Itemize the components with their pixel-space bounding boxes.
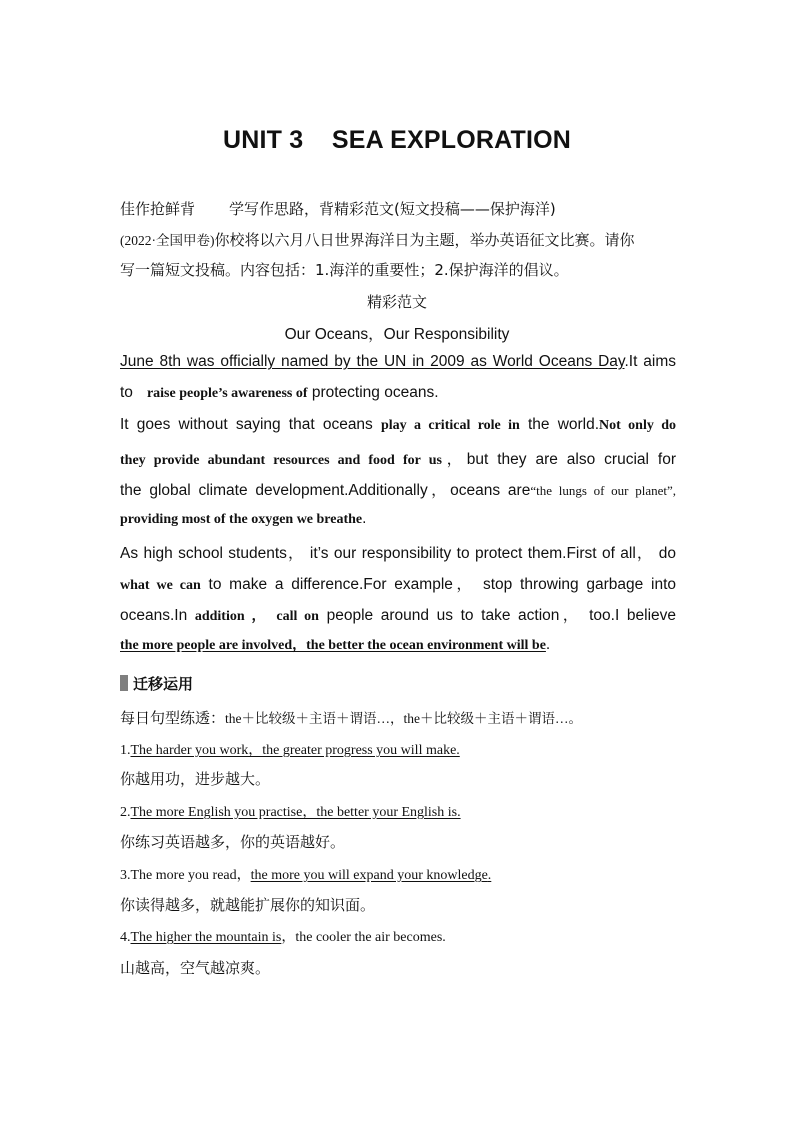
essay-title: Our Oceans，Our Responsibility [284, 326, 510, 343]
item-answer: The higher the mountain is [130, 930, 282, 945]
practice-item-2 [120, 801, 676, 821]
practice-heading [120, 673, 676, 694]
essay-p3-bold1: what we can [120, 578, 201, 593]
item-number: 2. [120, 805, 131, 820]
item-number: 4. [120, 930, 131, 945]
essay-p3-bold4: the more people are involved，the better the ocean environment will be [120, 638, 546, 653]
essay-p3-line4 [120, 634, 676, 654]
essay-p2-line2 [120, 447, 676, 469]
section-marker-icon [120, 675, 128, 691]
essay-p3-bold2: addition ， [194, 609, 269, 624]
essay-p2-mid1: the world. [527, 416, 600, 433]
intro-heading-right: 学写作思路，背精彩范文(短文投稿——保护海洋) [229, 200, 556, 218]
practice-item-4 [120, 926, 676, 946]
essay-p1-to: to [120, 384, 133, 401]
practice-label: 迁移运用 [133, 675, 194, 693]
essay-p2-bold3: they provide abundant resources and food for us [120, 453, 442, 468]
essay-p2-line4 [120, 510, 676, 528]
unit-title: UNIT 3 SEA EXPLORATION [222, 126, 572, 154]
prompt-line-1 [120, 229, 676, 250]
essay-p3-mid2: people around us to take action， too.I believe [326, 607, 677, 624]
prompt-source: (2022·全国甲卷) [120, 233, 215, 248]
pattern-line [120, 707, 676, 728]
essay-p3-line2 [120, 572, 676, 594]
essay-p2-mid2: ，but they are also crucial for [441, 451, 677, 468]
essay-p2-bold1: play a critical role in [380, 418, 520, 433]
pattern-text: the＋比较级＋主语＋谓语…，the＋比较级＋主语＋谓语…。 [225, 711, 583, 726]
essay-p2-line3 [120, 478, 676, 500]
item-number: 1. [120, 743, 131, 758]
essay-p1-text: .It aims [624, 353, 676, 370]
practice-translation-4: 山越高，空气越凉爽。 [120, 959, 271, 977]
item-number: 3. [120, 868, 131, 883]
essay-p2-line1 [120, 416, 676, 434]
essay-section-label: 精彩范文 [366, 293, 427, 311]
essay-p3-line1: As high school students， it’s our responsibility to protect them.First of all， do [120, 545, 676, 562]
item-prefix: The more you read， [130, 868, 251, 883]
essay-p1-line2 [120, 384, 676, 402]
item-suffix: . [487, 868, 492, 883]
essay-p3-end: . [545, 636, 551, 653]
intro-heading-left: 佳作抢鲜背 [120, 200, 196, 218]
practice-item-3 [120, 864, 676, 884]
essay-p3-mid1: to make a difference.For example， stop throwing garbage into [208, 576, 676, 593]
essay-p2-line3a: the global climate development.Additionally，oceans are [120, 482, 531, 499]
practice-item-1 [120, 739, 676, 759]
essay-p1-rest: protecting oceans. [311, 384, 439, 401]
essay-p1-bold: raise people’s awareness of [146, 386, 308, 401]
essay-p1-underlined: June 8th was officially named by the UN in 2009 as World Oceans Day [120, 353, 625, 370]
essay-p3-oceans: oceans.In [120, 607, 188, 624]
essay-p2-bold2: Not only do [599, 418, 676, 433]
pattern-label: 每日句型练透： [120, 709, 226, 727]
essay-p2-end: . [362, 510, 367, 527]
essay-p3-line3 [120, 603, 676, 625]
practice-translation-1: 你越用功，进步越大。 [120, 770, 271, 788]
prompt-line-2: 写一篇短文投稿。内容包括：1.海洋的重要性；2.保护海洋的倡议。 [120, 261, 569, 279]
prompt-text-1: 你校将以六月八日世界海洋日为主题，举办英语征文比赛。请你 [214, 231, 635, 249]
essay-p2-start: It goes without saying that oceans [120, 416, 373, 433]
item-answer: The more English you practise，the better your English is. [130, 805, 461, 820]
item-answer: the more you will expand your knowledge [250, 868, 488, 883]
practice-translation-2: 你练习英语越多，你的英语越好。 [120, 833, 346, 851]
essay-p3-bold3: call on [276, 609, 319, 624]
essay-p2-bold4: providing most of the oxygen we breathe [120, 512, 363, 527]
essay-p1-line1 [120, 353, 676, 371]
essay-p2-quote: “the lungs of our planet”, [530, 483, 677, 498]
intro-heading [120, 198, 676, 219]
item-suffix: ，the cooler the air becomes. [281, 930, 446, 945]
practice-translation-3: 你读得越多，就越能扩展你的知识面。 [120, 896, 376, 914]
item-answer: The harder you work，the greater progress you will make. [130, 743, 460, 758]
